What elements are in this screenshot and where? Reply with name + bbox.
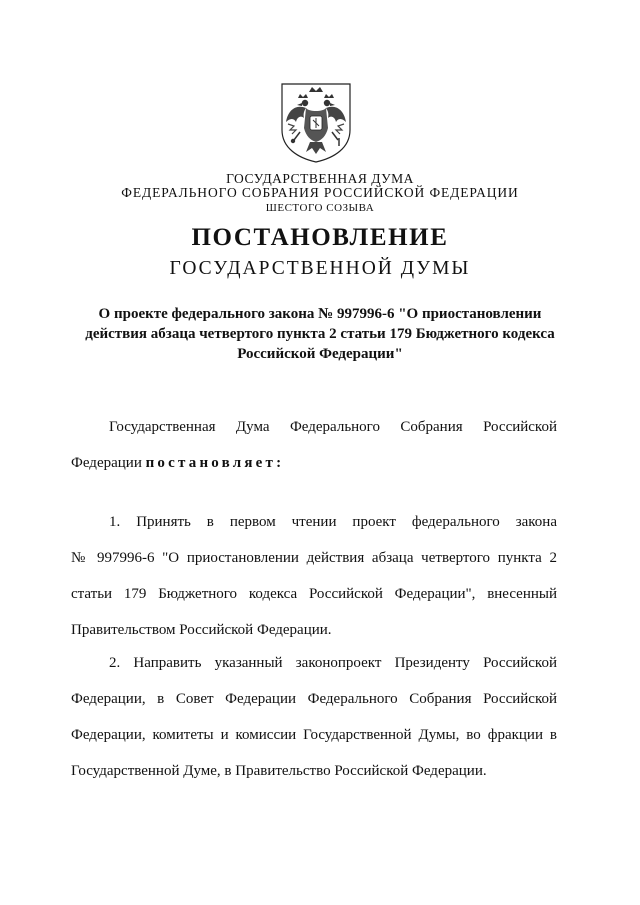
item-1-line: Правительством Российской Федерации. (71, 622, 332, 638)
item-2-paragraph (71, 645, 557, 789)
item-1-paragraph (71, 504, 557, 648)
document-type-title: ПОСТАНОВЛЕНИЕ (191, 224, 449, 251)
intro-prefix: Федерации (71, 455, 142, 471)
intro-paragraph (71, 409, 557, 481)
subject-line: О проекте федерального закона № 997996-6 "О приостановлении (98, 306, 542, 322)
subject-line: действия абзаца четвертого пункта 2 статьи 179 Бюджетного кодекса (85, 326, 555, 342)
russian-coat-of-arms-icon (276, 82, 356, 164)
item-2-line: 2. Направить указанный законопроект Президенту Российской (109, 655, 557, 671)
item-1-line: № 997996-6 "О приостановлении действия абзаца четвертого пункта 2 (71, 550, 557, 566)
resolves-word: постановляет: (145, 455, 285, 471)
item-1-line: статьи 179 Бюджетного кодекса Российской Федерации", внесенный (71, 586, 557, 602)
org-name-line2: ФЕДЕРАЛЬНОГО СОБРАНИЯ РОССИЙСКОЙ ФЕДЕРАЦИИ (121, 185, 519, 200)
intro-line: Государственная Дума Федерального Собрания Российской (109, 419, 557, 435)
document-issuer: ГОСУДАРСТВЕННОЙ ДУМЫ (169, 258, 471, 279)
item-1-line: 1. Принять в первом чтении проект федерального закона (109, 514, 557, 530)
document-subject (70, 304, 570, 364)
subject-line: Российской Федерации" (237, 346, 403, 362)
org-name-line1: ГОСУДАРСТВЕННАЯ ДУМА (226, 171, 414, 186)
intro-line-2 (71, 445, 557, 481)
convocation: ШЕСТОГО СОЗЫВА (265, 202, 375, 214)
item-2-line: Государственной Думе, в Правительство Российской Федерации. (71, 763, 487, 779)
item-2-line: Федерации, в Совет Федерации Федерального Собрания Российской (71, 691, 557, 707)
item-2-line: Федерации, комитеты и комиссии Государственной Думы, во фракции в (71, 727, 557, 743)
